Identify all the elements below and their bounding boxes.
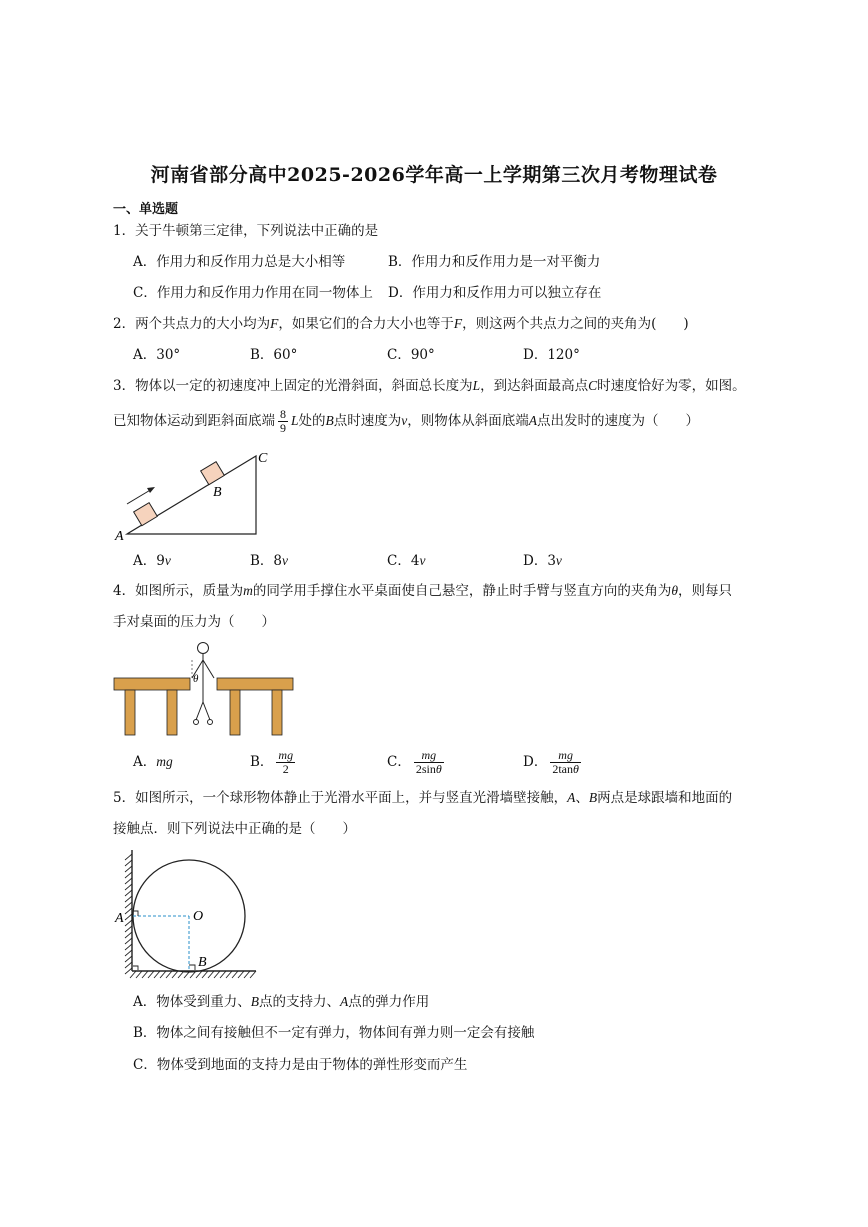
q4-option-b: B． $\frac{mg}{2}$ [250, 748, 294, 776]
page-title: 河南省部分高中2025-2026学年高一上学期第三次月考物理试卷 [150, 164, 718, 186]
q3-option-c: C．4v [387, 553, 426, 569]
incline-diagram [112, 448, 282, 543]
q4-stem-line1: 4．如图所示，质量为m的同学用手撑住水平桌面使自己悬空，静止时手臂与竖直方向的夹角为θ，则每只 [113, 583, 732, 599]
q2-stem: 2．两个共点力的大小均为F，如果它们的合力大小也等于F，则这两个共点力之间的夹角为( ) [113, 316, 689, 332]
q3-stem-line1: 3．物体以一定的初速度冲上固定的光滑斜面，斜面总长度为L，到达斜面最高点C时速度恰好为零，如图。 [113, 378, 746, 394]
q1-option-a: A．作用力和反作用力总是大小相等 [133, 254, 346, 270]
label-a: A [115, 529, 124, 544]
label-b: B [198, 955, 207, 970]
q5-option-a: A．物体受到重力、B点的支持力、A点的弹力作用 [133, 994, 430, 1010]
section-heading: 一、单选题 [113, 202, 179, 217]
q1-stem: 1．关于牛顿第三定律，下列说法中正确的是 [113, 223, 379, 239]
label-a: A [115, 911, 124, 926]
q5-option-b: B．物体之间有接触但不一定有弹力，物体间有弹力则一定会有接触 [133, 1025, 535, 1041]
q3-option-b: B．8v [250, 553, 289, 569]
q4-stem-line2: 手对桌面的压力为（ ） [113, 614, 275, 630]
label-b: B [213, 485, 222, 500]
q1-option-d: D．作用力和反作用力可以独立存在 [388, 285, 602, 301]
q4-option-c: C． $\frac{mg}{2\sin\theta}$ [387, 748, 442, 776]
q4-option-a: A．mg [133, 754, 173, 770]
q2-option-d: D．120° [523, 347, 580, 363]
label-o: O [193, 909, 204, 924]
sphere-wall-diagram [112, 848, 262, 983]
q5-stem-line2: 接触点．则下列说法中正确的是（ ） [113, 821, 356, 837]
label-c: C [258, 451, 268, 466]
q5-option-c: C．物体受到地面的支持力是由于物体的弹性形变而产生 [133, 1057, 468, 1073]
label-theta: θ [193, 673, 199, 685]
q1-option-b: B．作用力和反作用力是一对平衡力 [388, 254, 601, 270]
q2-option-c: C．90° [387, 347, 435, 363]
q5-stem-line1: 5．如图所示，一个球形物体静止于光滑水平面上，并与竖直光滑墙壁接触，A、B两点是球跟墙和地面的 [113, 790, 733, 806]
q3-option-d: D．3v [523, 553, 562, 569]
q3-stem-line2: 已知物体运动到距斜面底端 $\frac{8}{9}$ L处的B点时速度为v，则物体从斜面底端A点出发时的速度为（ ） [113, 407, 700, 435]
q2-option-b: B．60° [250, 347, 298, 363]
fraction-8-9: $\frac{8}{9}$ [280, 407, 286, 435]
q3-option-a: A．9v [133, 553, 171, 569]
q2-option-a: A．30° [133, 347, 181, 363]
q4-option-d: D． $\frac{mg}{2\tan\theta}$ [523, 748, 579, 776]
q1-option-c: C．作用力和反作用力作用在同一物体上 [133, 285, 373, 301]
tables-diagram [112, 640, 302, 740]
